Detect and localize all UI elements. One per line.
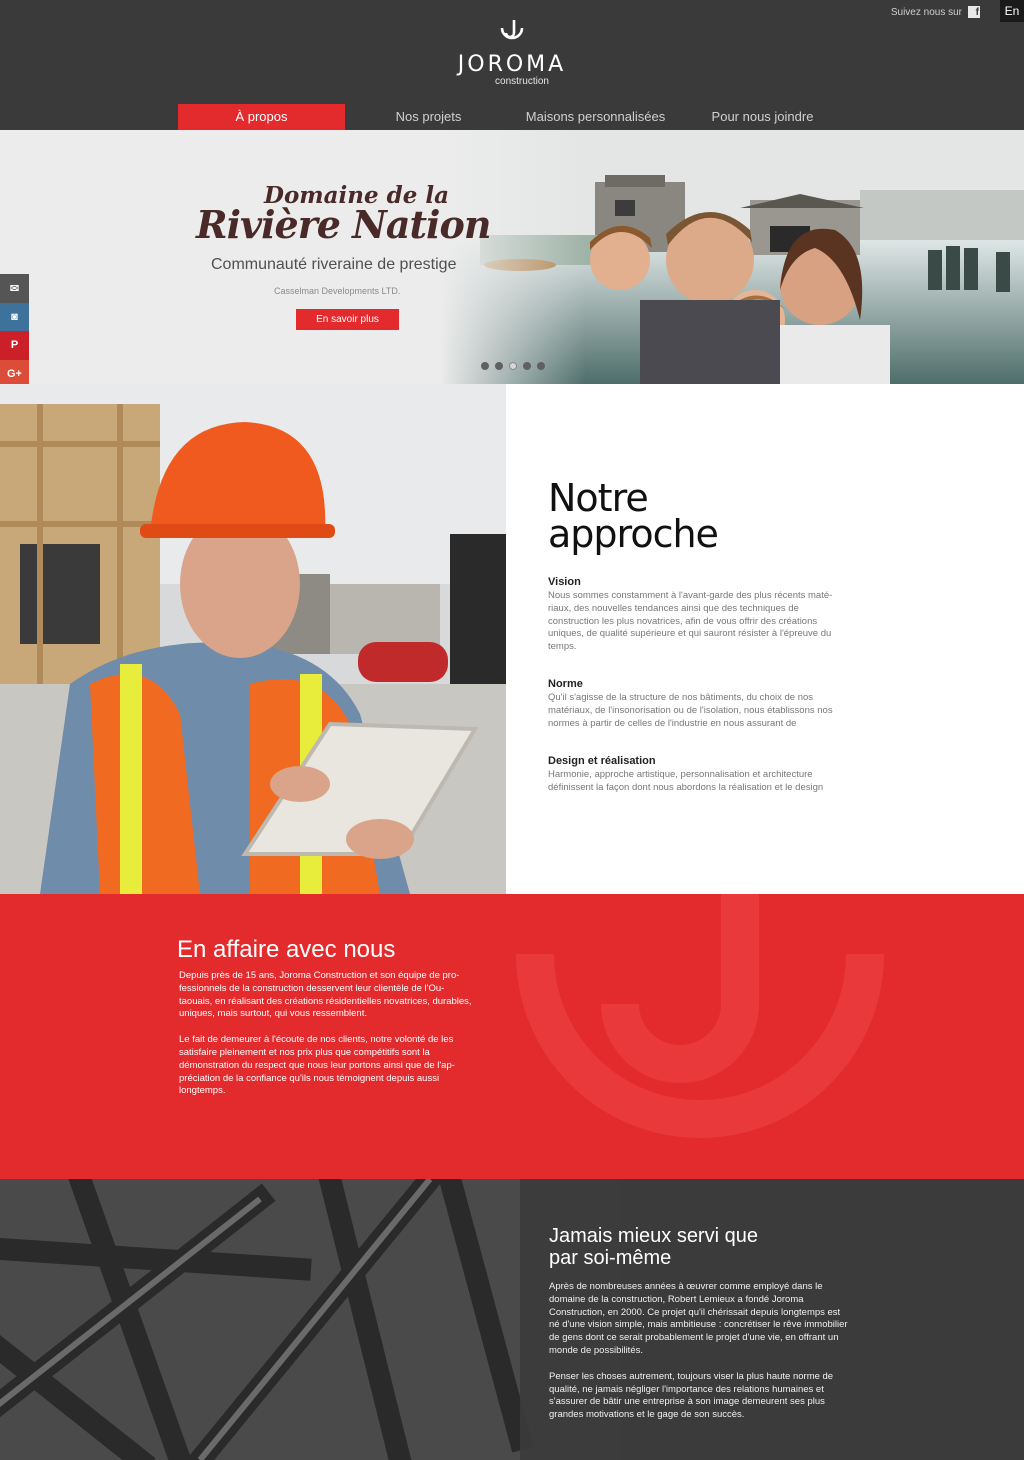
block-norme-text: Qu'il s'agisse de la structure de nos bâtiments, du choix de nos matériaux, de l'insonorisation ou de l'isolation, nous établissons nos normes à partir de celles de l'industrie en nous assurant de: [548, 692, 833, 729]
email-icon[interactable]: ✉: [0, 274, 29, 303]
block-norme-title: Norme: [548, 678, 583, 690]
slider-dot[interactable]: [537, 362, 545, 370]
served-section: [0, 1179, 1024, 1460]
hero-script-line2: Rivière Nation: [196, 202, 491, 247]
facebook-icon[interactable]: f: [968, 6, 980, 18]
block-vision: [548, 576, 850, 654]
approach-title-line1: Notre: [548, 476, 648, 520]
hero-subtitle: Communauté riveraine de prestige: [211, 256, 457, 273]
hero-script-line1: Domaine de la: [264, 182, 449, 209]
logo-subtitle: construction: [495, 76, 549, 87]
slider-dots: [481, 362, 545, 370]
nav-item-pour-nous-joindre[interactable]: Pour nous joindre: [711, 109, 814, 124]
nav-item-a-propos[interactable]: À propos: [178, 104, 345, 130]
worker-photo: [0, 384, 506, 894]
logo[interactable]: [436, 18, 588, 90]
served-title-line2: par soi-même: [549, 1247, 672, 1269]
served-title-line1: Jamais mieux servi que: [549, 1225, 758, 1247]
main-nav: [178, 104, 846, 130]
block-design-text: Harmonie, approche artistique, personnalisation et architecture définissent la façon dont nous abordons la réalisation et le design: [548, 769, 824, 793]
pinterest-icon[interactable]: P: [0, 331, 29, 360]
timber-frame-photo: [0, 1179, 620, 1460]
served-paragraph-1: Après de nombreuses années à œuvrer comme employé dans le domaine de la construction, Robert Lemieux a fondé Joroma Construction, en 2000. Ce projet qu'il chérissait depuis longtemps est né d'une vision simple, mais ambitieuse : concrétiser le rêve immobilier de gens dont ce serait probablement le projet d'une vie, en offrant un monde de possibilités.: [549, 1281, 848, 1356]
slider-dot[interactable]: [495, 362, 503, 370]
served-text: [549, 1281, 849, 1422]
approach-title: [548, 476, 718, 556]
hero-slider: [0, 130, 1024, 384]
logo-mark-icon: [498, 18, 526, 48]
logo-wordmark: JOROMA: [457, 52, 567, 77]
approach-section: [0, 384, 1024, 894]
slider-dot[interactable]: [523, 362, 531, 370]
language-switch[interactable]: En: [1000, 0, 1024, 22]
served-paragraph-2: Penser les choses autrement, toujours viser la plus haute norme de qualité, ne jamais négliger l'importance des relations humaines et s'assurer de bâtir une entreprise à son image demeurent ses plus grandes motivations et le gage de son succès.: [549, 1370, 834, 1421]
follow-label: Suivez nous sur: [890, 6, 962, 18]
google-plus-icon[interactable]: G+: [0, 360, 29, 389]
business-paragraph-2: Le fait de demeurer à l'écoute de nos clients, notre volonté de les satisfaire pleinement et nos prix plus que compétitifs sont la démonstration du respect que nous leur portons ainsi que de l'ap-préciation de la confiance qu'ils nous témoignent depuis aussi longtemps.: [179, 1034, 455, 1097]
block-norme: [548, 678, 850, 730]
served-title: [549, 1225, 809, 1269]
nav-item-maisons-personnalisees[interactable]: Maisons personnalisées: [525, 109, 666, 124]
hero-developer: Casselman Developments LTD.: [274, 286, 401, 296]
site-header: [0, 0, 1024, 130]
j-watermark-icon: [490, 894, 910, 1179]
block-vision-title: Vision: [548, 576, 581, 588]
business-title: En affaire avec nous: [177, 936, 396, 963]
learn-more-button[interactable]: En savoir plus: [296, 309, 399, 330]
hero-family-photo: [440, 130, 1024, 384]
block-design-title: Design et réalisation: [548, 755, 656, 767]
business-paragraph-1: Depuis près de 15 ans, Joroma Construction et son équipe de pro-fessionnels de la construction desservent leur clientèle de l'Ou-taouais, en réalisant des créations résidentielles novatrices, durables, uniques, mais surtout, qui vous ressemblent.: [179, 970, 472, 1020]
slider-dot[interactable]: [509, 362, 517, 370]
block-vision-text: Nous sommes constamment à l'avant-garde des plus récents maté-riaux, des nouvelles tendances ainsi que des techniques de construction les plus novatrices, afin de vous offrir des créations uniques, de qualité supérieure et qui sauront résister à l'épreuve du temps.: [548, 590, 833, 653]
approach-title-line2: approche: [548, 512, 718, 556]
block-design: [548, 755, 850, 795]
follow-us: [891, 6, 980, 18]
instagram-icon[interactable]: ◙: [0, 303, 29, 332]
slider-dot[interactable]: [481, 362, 489, 370]
nav-item-nos-projets[interactable]: Nos projets: [395, 109, 462, 124]
business-text: [179, 970, 475, 1098]
business-section: [0, 894, 1024, 1179]
